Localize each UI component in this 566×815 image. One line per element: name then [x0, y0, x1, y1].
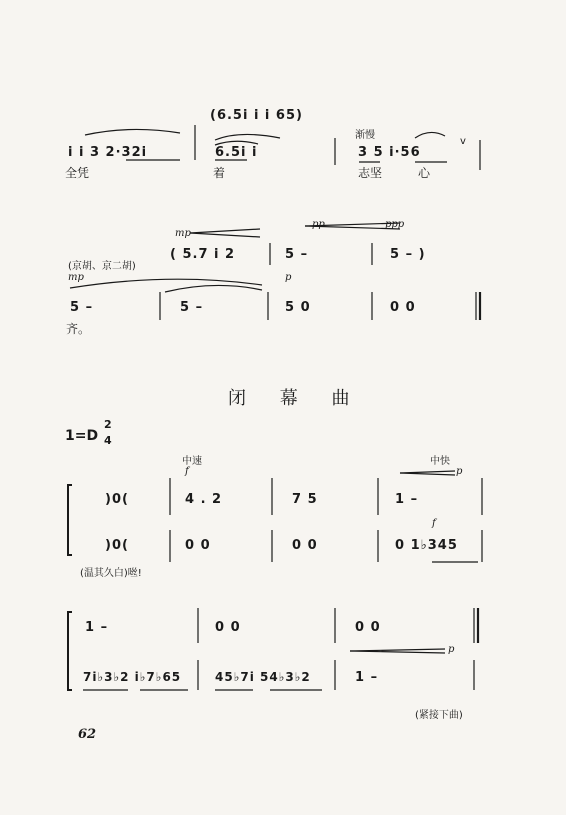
- upper-notes-1: ( 5.7 i 2: [170, 247, 236, 262]
- instrument-label: (京胡、京二胡): [68, 261, 136, 272]
- staff1-notes-1: 1 –: [85, 620, 109, 635]
- upper-notes-3: 5 – ): [390, 247, 426, 262]
- staff1-notes-3: 0 0: [355, 620, 381, 635]
- notes-measure-3: 3 5 i·56: [358, 145, 421, 160]
- tempo-fast: 中快: [430, 456, 450, 467]
- dynamic-f: f: [432, 518, 436, 529]
- hairpin: [190, 233, 260, 237]
- hairpin: [350, 651, 445, 653]
- notes-measure-2: 6.5i i: [215, 145, 258, 160]
- upper-notes-2: 5 –: [285, 247, 309, 262]
- staff2-notes-3: 1 –: [355, 670, 379, 685]
- slur: [85, 129, 180, 135]
- lyric: 着: [213, 166, 226, 180]
- dynamic-f: f: [185, 466, 189, 477]
- slur: [70, 279, 262, 288]
- hairpin: [190, 229, 260, 233]
- lyric: 心: [418, 166, 431, 180]
- dynamic-mp: mp: [175, 228, 191, 239]
- lower-notes-2: 5 –: [180, 300, 204, 315]
- slur: [415, 132, 445, 138]
- page-number: 62: [78, 727, 97, 742]
- lower-notes-1: 5 –: [70, 300, 94, 315]
- dynamic-p: p: [456, 466, 463, 477]
- staff1-start: )0(: [105, 492, 129, 507]
- staff1-notes-2: 0 0: [215, 620, 241, 635]
- staff2-notes-1: 0 0: [185, 538, 211, 553]
- lower-notes-3: 5 0: [285, 300, 311, 315]
- dynamic-p: p: [448, 644, 455, 655]
- staff1-notes-3: 1 –: [395, 492, 419, 507]
- system-bracket: [68, 612, 72, 690]
- upper-bracket-notes: (6.5i i i 65): [210, 108, 303, 123]
- lyric: 齐。: [66, 322, 91, 336]
- staff2-notes-2: 0 0: [292, 538, 318, 553]
- lower-notes-4: 0 0: [390, 300, 416, 315]
- staff1-notes-2: 7 5: [292, 492, 318, 507]
- slur: [215, 134, 280, 140]
- tempo-mark: 渐慢: [355, 130, 375, 141]
- system-bracket: [68, 485, 72, 555]
- time-signature-top: 2: [104, 418, 112, 431]
- hairpin: [400, 473, 455, 475]
- lyric: 全凭: [65, 166, 90, 180]
- notes-measure-1: i i 3 2·32i: [68, 145, 148, 160]
- breath-mark: v: [460, 136, 466, 147]
- lyric: 志坚: [358, 166, 383, 180]
- section-title: 闭 幕 曲: [228, 388, 364, 409]
- key-signature: 1=D: [65, 428, 99, 444]
- staff2-notes-3: 0 1♭345: [395, 538, 458, 553]
- staff2-notes-1: 7i♭3♭2 i♭7♭65: [83, 670, 182, 684]
- slur: [165, 285, 262, 292]
- staff2-notes-2: 45♭7i 54♭3♭2: [215, 670, 311, 684]
- footnote-text: (温其久白)咝!: [80, 568, 142, 579]
- time-signature-bottom: 4: [104, 434, 112, 447]
- continue-note: (紧接下曲): [415, 710, 463, 721]
- staff1-notes-1: 4 . 2: [185, 492, 223, 507]
- staff2-start: )0(: [105, 538, 129, 553]
- dynamic-p: p: [285, 272, 292, 283]
- dynamic-mp-lower: mp: [68, 272, 84, 283]
- tempo-moderate: 中速: [182, 456, 202, 467]
- dynamic-ppp: ppp: [385, 219, 405, 230]
- dynamic-pp: pp: [312, 219, 325, 230]
